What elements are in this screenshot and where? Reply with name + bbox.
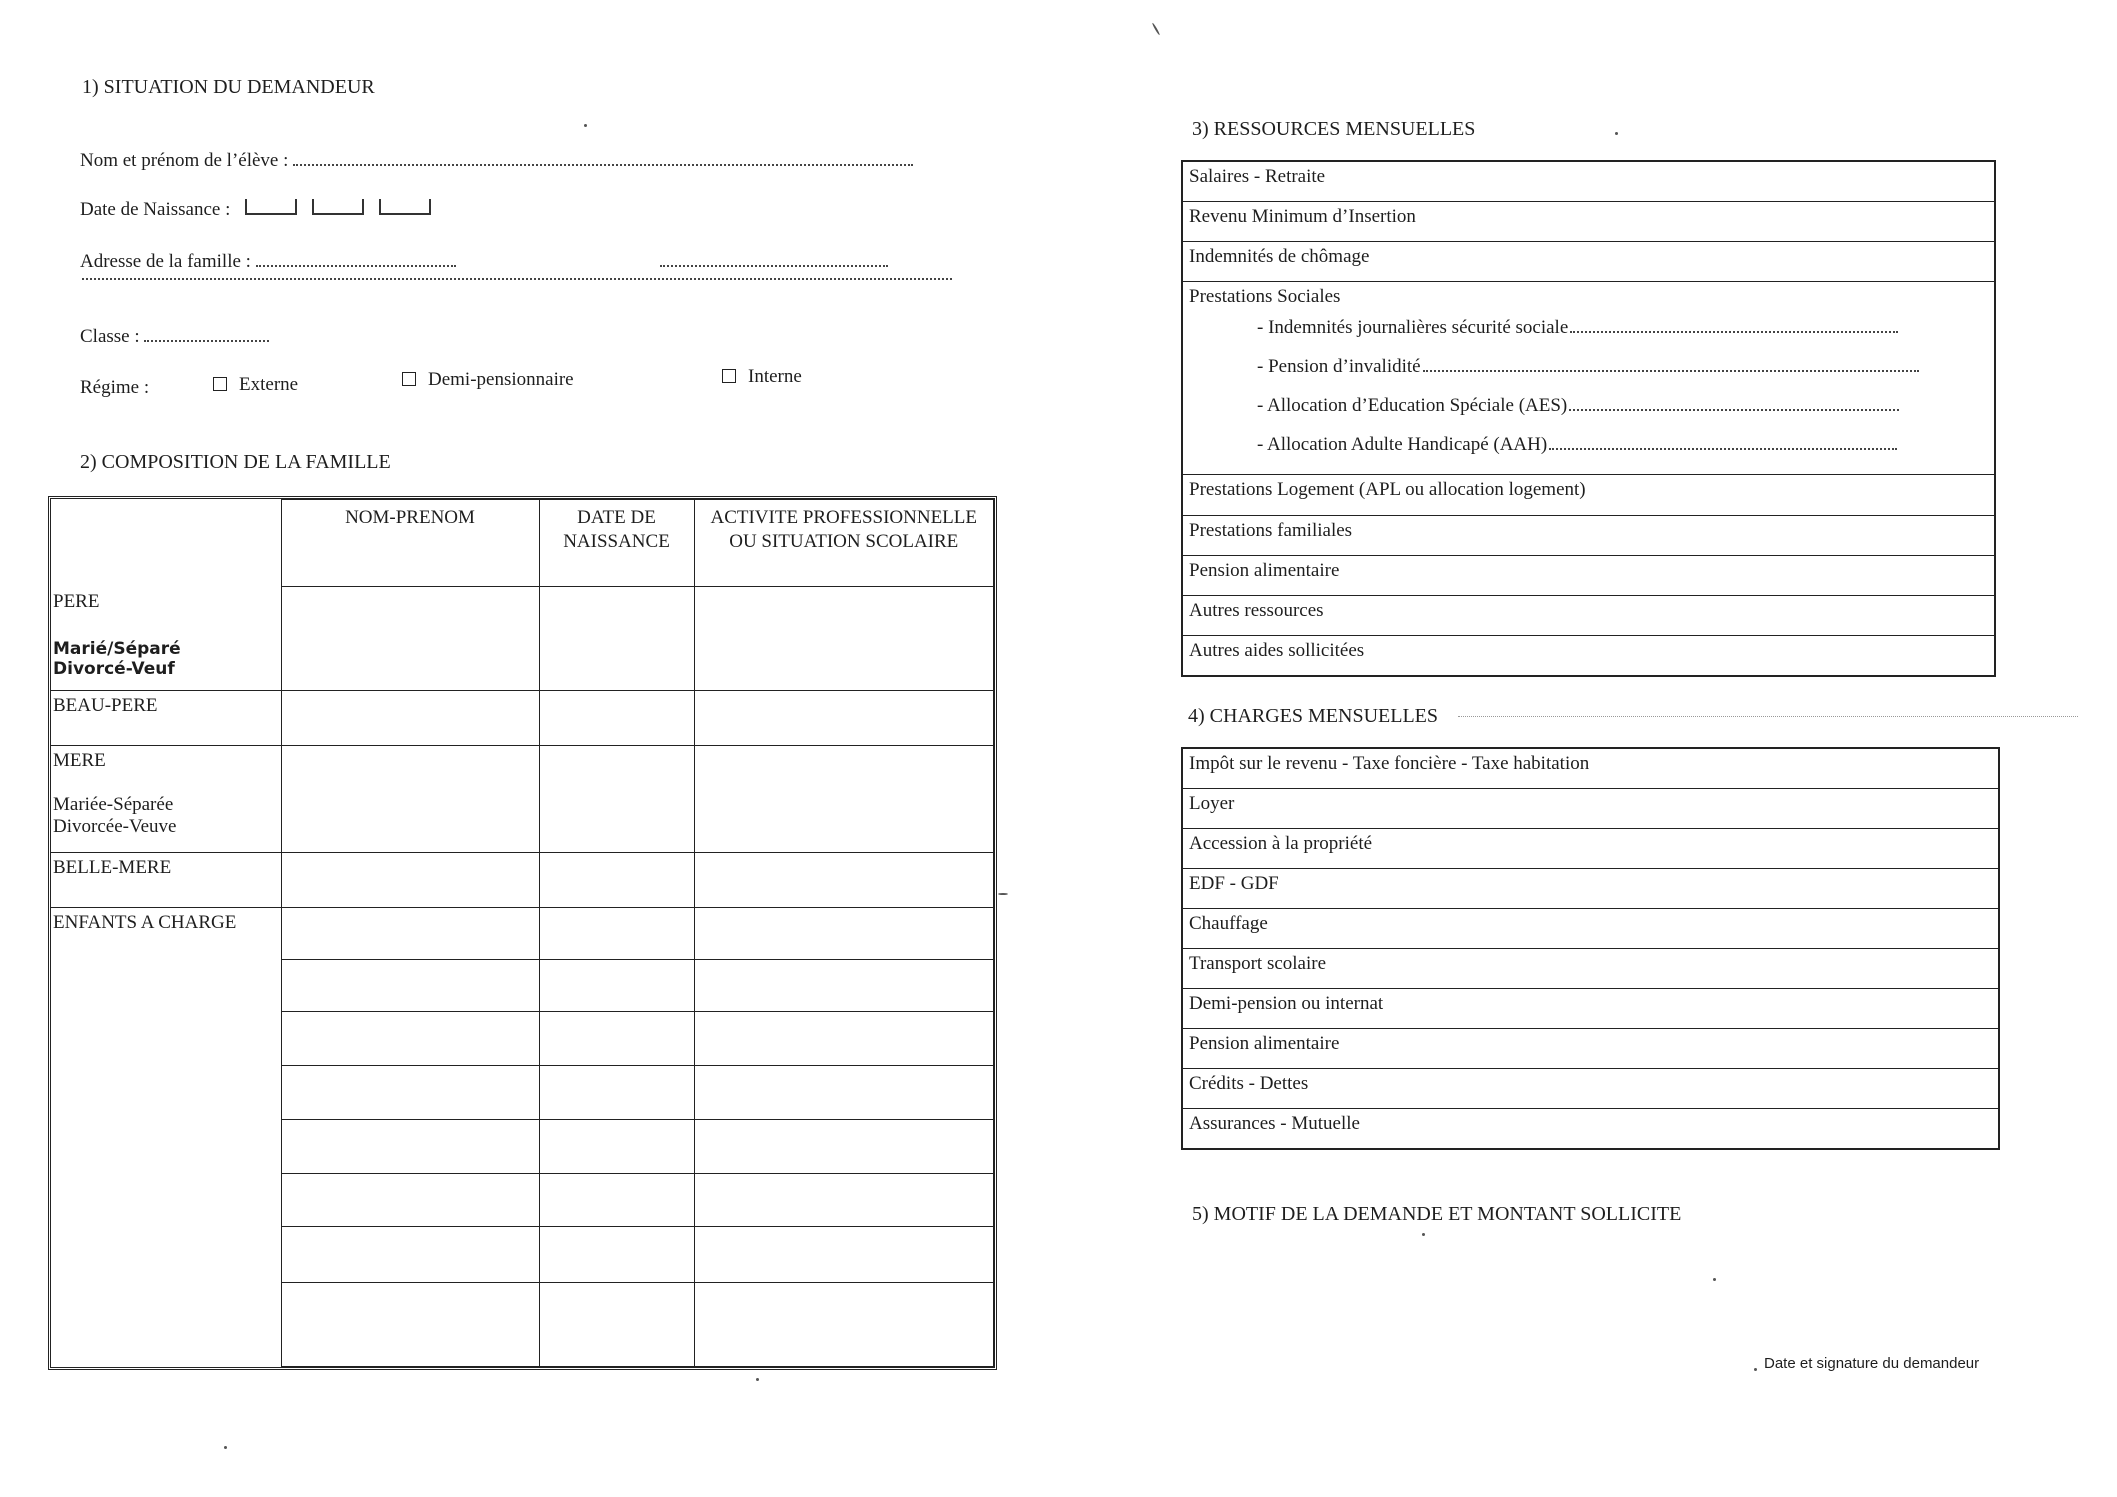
charge-row-pension[interactable]: Pension alimentaire: [1183, 1029, 1998, 1069]
enfant-5-nom-cell[interactable]: [281, 1120, 539, 1174]
regime-field: [80, 377, 149, 399]
beau-pere-activite-cell[interactable]: [694, 691, 994, 746]
regime-interne-option[interactable]: Interne: [722, 366, 802, 388]
signature-label: Date et signature du demandeur: [1764, 1355, 1980, 1372]
eleve-name-line[interactable]: [293, 150, 913, 166]
section4-rule: [1458, 716, 2078, 717]
pere-label: PERE: [53, 590, 100, 612]
belle-mere-label: BELLE-MERE: [51, 853, 281, 908]
eleve-name-field[interactable]: [80, 150, 913, 172]
enfant-8-date-cell[interactable]: [539, 1283, 694, 1367]
classe-field[interactable]: [80, 326, 269, 348]
enfant-8-activite-cell[interactable]: [694, 1283, 994, 1367]
ressources-table: [1181, 160, 1996, 677]
section2-title: 2) COMPOSITION DE LA FAMILLE: [80, 451, 391, 473]
mere-nom-cell[interactable]: [281, 746, 539, 853]
classe-line[interactable]: [144, 326, 269, 342]
birthdate-field[interactable]: [80, 199, 431, 221]
regime-demi-pensionnaire-option[interactable]: Demi-pensionnaire: [402, 369, 574, 391]
prestations-sociales-label: Prestations Sociales: [1189, 286, 1341, 307]
enfant-6-nom-cell[interactable]: [281, 1174, 539, 1227]
ressource-row-familiales[interactable]: Prestations familiales: [1183, 516, 1994, 556]
charge-row-assurances[interactable]: Assurances - Mutuelle: [1189, 1113, 1360, 1134]
pere-nom-cell[interactable]: [281, 587, 539, 691]
belle-mere-activite-cell[interactable]: [694, 853, 994, 908]
enfant-7-nom-cell[interactable]: [281, 1227, 539, 1283]
charge-row-chauffage[interactable]: Chauffage: [1183, 909, 1998, 949]
birthdate-label: Date de Naissance :: [80, 199, 231, 220]
mere-label-cell: [51, 746, 281, 853]
charge-row-impot[interactable]: Impôt sur le revenu - Taxe foncière - Taxe habitation: [1183, 749, 1998, 789]
belle-mere-date-cell[interactable]: [539, 853, 694, 908]
scan-speck: [1615, 132, 1618, 135]
sub-item-ij[interactable]: - Indemnités journalières sécurité sociale: [1189, 308, 1988, 347]
enfant-2-nom-cell[interactable]: [281, 960, 539, 1012]
beau-pere-label: BEAU-PERE: [51, 691, 281, 746]
charge-row-demi-pension[interactable]: Demi-pension ou internat: [1183, 989, 1998, 1029]
scan-mark: [998, 893, 1008, 895]
section3-title: 3) RESSOURCES MENSUELLES: [1192, 118, 1476, 140]
scan-speck: [1713, 1278, 1716, 1281]
enfant-3-nom-cell[interactable]: [281, 1012, 539, 1066]
address-line-2[interactable]: [82, 268, 952, 280]
sub-item-invalidite[interactable]: - Pension d’invalidité: [1189, 347, 1988, 386]
mere-label: MERE: [53, 750, 106, 771]
enfant-3-activite-cell[interactable]: [694, 1012, 994, 1066]
address-line-1a[interactable]: [256, 251, 456, 267]
enfant-1-date-cell[interactable]: [539, 908, 694, 960]
enfant-1-activite-cell[interactable]: [694, 908, 994, 960]
beau-pere-nom-cell[interactable]: [281, 691, 539, 746]
mere-activite-cell[interactable]: [694, 746, 994, 853]
externe-checkbox[interactable]: [213, 377, 227, 391]
enfant-5-date-cell[interactable]: [539, 1120, 694, 1174]
sub-item-aah[interactable]: - Allocation Adulte Handicapé (AAH): [1189, 425, 1988, 464]
enfant-4-nom-cell[interactable]: [281, 1066, 539, 1120]
sub-item-aes[interactable]: - Allocation d’Education Spéciale (AES): [1189, 386, 1988, 425]
header-date-naissance: DATE DE NAISSANCE: [539, 500, 694, 587]
mere-status-2: Divorcée-Veuve: [53, 816, 177, 837]
enfant-3-date-cell[interactable]: [539, 1012, 694, 1066]
ressource-row-salaires[interactable]: Salaires - Retraite: [1183, 162, 1994, 202]
ressource-row-rmi[interactable]: Revenu Minimum d’Insertion: [1183, 202, 1994, 242]
scan-mark: [1152, 22, 1161, 35]
address-label: Adresse de la famille :: [80, 251, 251, 272]
pere-date-cell[interactable]: [539, 587, 694, 691]
enfant-6-activite-cell[interactable]: [694, 1174, 994, 1227]
regime-externe-option[interactable]: Externe: [213, 374, 298, 396]
charges-table: [1181, 747, 2000, 1150]
ressource-row-logement[interactable]: Prestations Logement (APL ou allocation logement): [1183, 475, 1994, 516]
enfant-4-date-cell[interactable]: [539, 1066, 694, 1120]
enfant-6-date-cell[interactable]: [539, 1174, 694, 1227]
charge-row-credits[interactable]: Crédits - Dettes: [1183, 1069, 1998, 1109]
enfants-label: ENFANTS A CHARGE: [51, 908, 281, 1367]
charge-row-edf-gdf[interactable]: EDF - GDF: [1183, 869, 1998, 909]
charge-row-transport[interactable]: Transport scolaire: [1183, 949, 1998, 989]
section5-title: 5) MOTIF DE LA DEMANDE ET MONTANT SOLLICITE: [1192, 1203, 1682, 1225]
enfant-4-activite-cell[interactable]: [694, 1066, 994, 1120]
enfant-2-date-cell[interactable]: [539, 960, 694, 1012]
enfant-2-activite-cell[interactable]: [694, 960, 994, 1012]
belle-mere-nom-cell[interactable]: [281, 853, 539, 908]
address-line-1b[interactable]: [660, 251, 888, 267]
ressource-row-autres[interactable]: Autres ressources: [1183, 596, 1994, 636]
family-composition-table: [48, 496, 997, 1370]
enfant-8-nom-cell[interactable]: [281, 1283, 539, 1367]
enfant-7-date-cell[interactable]: [539, 1227, 694, 1283]
mere-status: Mariée-Séparée: [53, 794, 174, 815]
header-nom-prenom: NOM-PRENOM: [281, 500, 539, 587]
pere-status: Marié/Séparé: [53, 638, 181, 659]
regime-label: Régime :: [80, 377, 150, 398]
section1-title: 1) SITUATION DU DEMANDEUR: [82, 76, 375, 98]
pere-status-2: Divorcé-Veuf: [53, 658, 175, 679]
pere-activite-cell[interactable]: [694, 587, 994, 691]
classe-label: Classe :: [80, 326, 140, 347]
scan-speck: [584, 124, 587, 127]
scan-speck: [1754, 1368, 1757, 1371]
scan-speck: [224, 1446, 227, 1449]
section4-title: 4) CHARGES MENSUELLES: [1188, 705, 1439, 727]
beau-pere-date-cell[interactable]: [539, 691, 694, 746]
enfant-1-nom-cell[interactable]: [281, 908, 539, 960]
charge-row-loyer[interactable]: Loyer: [1183, 789, 1998, 829]
enfant-7-activite-cell[interactable]: [694, 1227, 994, 1283]
charge-row-accession[interactable]: Accession à la propriété: [1183, 829, 1998, 869]
ressource-row-pension[interactable]: Pension alimentaire: [1183, 556, 1994, 596]
pere-label-cell: [51, 587, 281, 691]
eleve-name-label: Nom et prénom de l’élève :: [80, 150, 289, 171]
scan-speck: [1422, 1233, 1425, 1236]
birthdate-year-box[interactable]: [379, 199, 431, 215]
birthdate-month-box[interactable]: [312, 199, 364, 215]
header-activite: ACTIVITE PROFESSIONNELLE OU SITUATION SCOLAIRE: [694, 500, 994, 587]
mere-date-cell[interactable]: [539, 746, 694, 853]
corner-cell: [51, 500, 281, 587]
enfant-5-activite-cell[interactable]: [694, 1120, 994, 1174]
birthdate-day-box[interactable]: [245, 199, 297, 215]
ressource-row-prestations-sociales[interactable]: [1183, 282, 1994, 475]
interne-checkbox[interactable]: [722, 369, 736, 383]
ressource-row-autres-aides[interactable]: Autres aides sollicitées: [1189, 640, 1365, 661]
ressource-row-chomage[interactable]: Indemnités de chômage: [1183, 242, 1994, 282]
scan-speck: [756, 1378, 759, 1381]
demi-pensionnaire-checkbox[interactable]: [402, 372, 416, 386]
